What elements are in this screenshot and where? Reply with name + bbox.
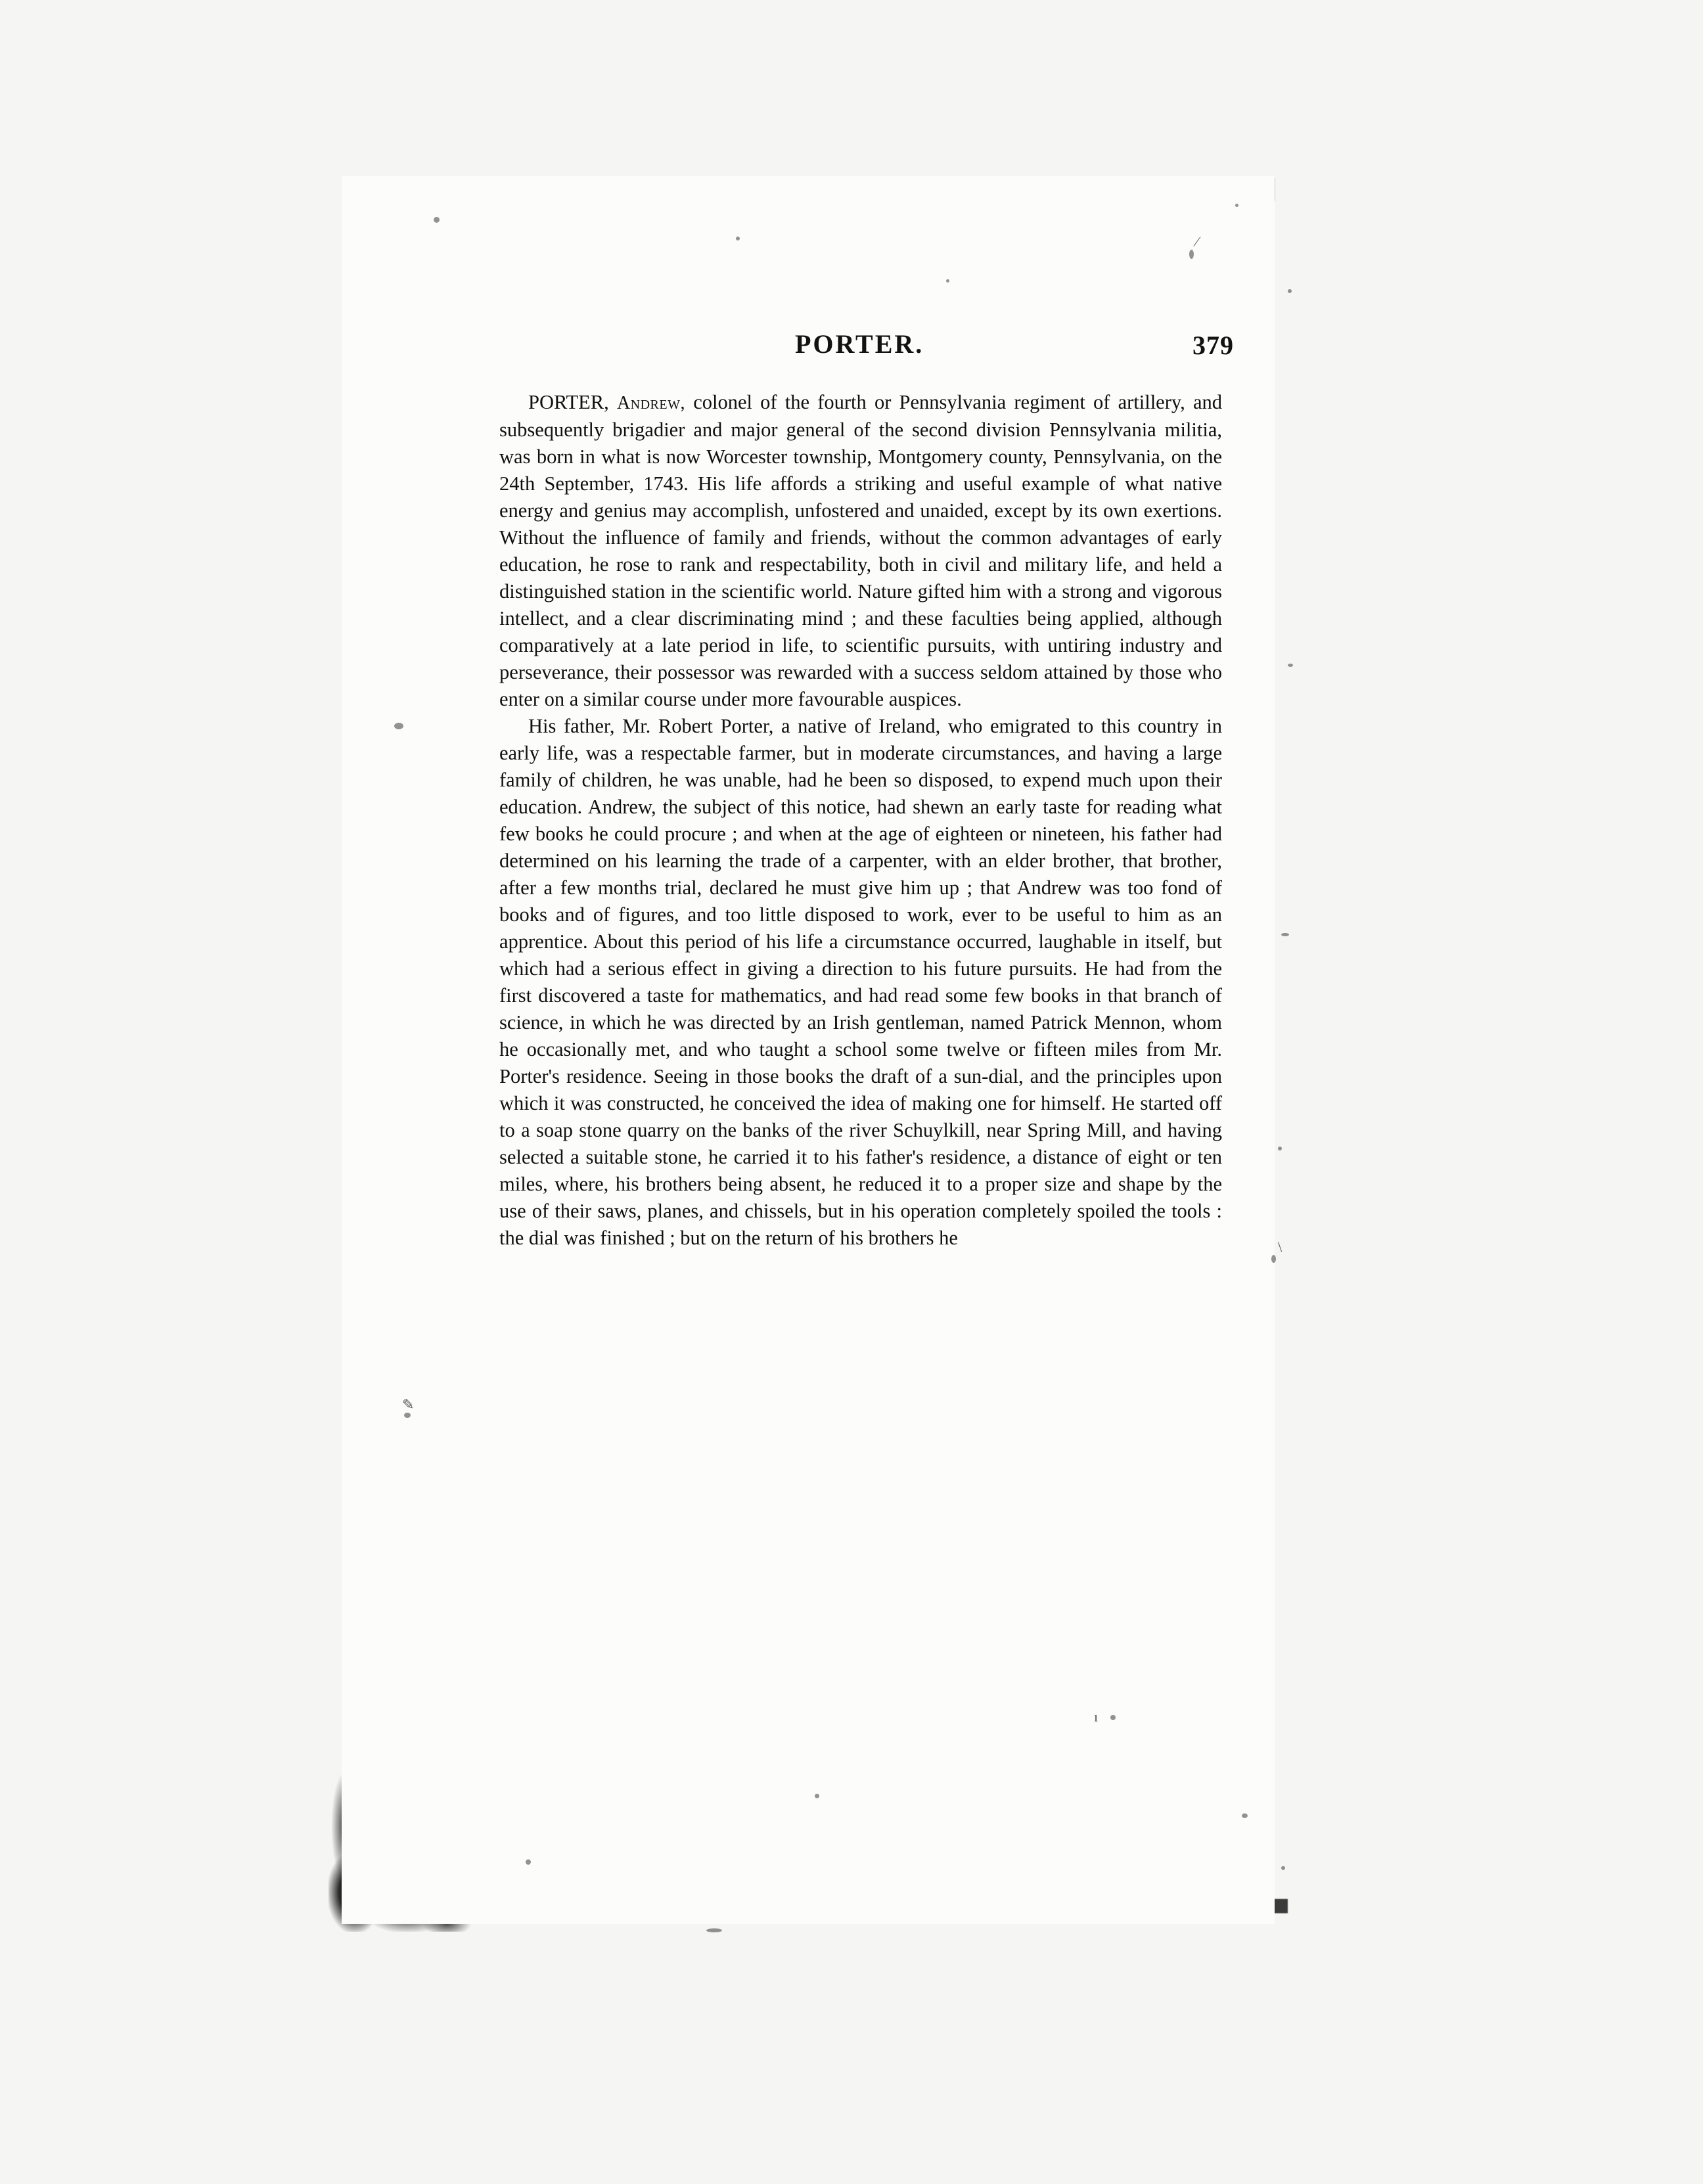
margin-stray-mark: \ <box>1278 1239 1283 1255</box>
page-number: 379 <box>1192 330 1234 360</box>
scan-speck <box>1235 204 1238 207</box>
entry-forename: Andrew, <box>616 393 685 413</box>
scan-speck <box>736 237 740 240</box>
scan-speck <box>815 1794 819 1798</box>
scan-speck <box>946 279 949 283</box>
scan-speck <box>404 1413 411 1418</box>
scan-speck <box>1110 1715 1116 1720</box>
scan-speck <box>1288 289 1292 293</box>
body-text <box>499 389 1222 1252</box>
margin-stray-mark: ı <box>1094 1708 1099 1725</box>
entry-surname: PORTER, <box>528 391 609 413</box>
page-content <box>499 329 1234 1252</box>
scan-speck <box>706 1928 722 1932</box>
scan-speck <box>1242 1813 1248 1818</box>
paragraph-2-text: His father, Mr. Robert Porter, a native of Ireland, who emigrated to this country in early life, was a respectable farmer, but in moderate circumstances, and having a large family of children, he was unable, had he been so disposed, to expend much upon their education. Andrew, the subject of this notice, had shewn an early taste for reading what few books he could procure ; and when at the age of eighteen or nineteen, his father had determined on his learning the trade of a carpenter, with an elder brother, that brother, after a few months trial, declared he must give him up ; that Andrew was too fond of books and of figures, and too little disposed to work, ever to be useful to him as an apprentice. About this period of his life a circumstance occurred, laughable in itself, but which had a serious effect in giving a direction to his future pursuits. He had from the first discovered a taste for mathematics, and had read some few books in that branch of science, in which he was directed by an Irish gentleman, named Patrick Mennon, whom he occasionally met, and who taught a school some twelve or fifteen miles from Mr. Porter's residence. Seeing in those books the draft of a sun-dial, and the principles upon which it was constructed, he conceived the idea of making one for himself. He started off to a soap stone quarry on the banks of the river Schuylkill, near Spring Mill, and having selected a suitable stone, he carried it to his father's residence, a distance of eight or ten miles, where, his brothers being absent, he reduced it to a proper size and shape by the use of their saws, planes, and chissels, but in his operation completely spoiled the tools : the dial was finished ; but on the return of his brothers he <box>499 715 1222 1249</box>
margin-stray-mark: ⁄ <box>1196 233 1198 250</box>
running-head: PORTER. <box>795 329 924 359</box>
paragraph-2 <box>499 713 1222 1252</box>
scan-speck <box>1288 664 1293 667</box>
margin-stray-mark: ✎ <box>402 1396 415 1413</box>
scan-speck <box>526 1859 531 1865</box>
scan-speck <box>1278 1147 1282 1150</box>
paragraph-1-text: colonel of the fourth or Pennsylvania regiment of artillery, and subsequently brigadier and major general of the second division Pennsylvania militia, was born in what is now Worcester township, Montgomery county, Pennsylvania, on the 24th September, 1743. His life affords a striking and useful example of what native energy and genius may accomplish, unfostered and unaided, except by its own exertions. Without the influence of family and friends, without the common advantages of early education, he rose to rank and respectability, both in civil and military life, and held a distinguished station in the scientific world. Nature gifted him with a strong and vigorous intellect, and a clear discriminating mind ; and these faculties being applied, although comparatively at a late period in life, to scientific pursuits, with untiring industry and perseverance, their possessor was rewarded with a success seldom attained by those who enter on a similar course under more favourable auspices. <box>499 391 1223 710</box>
scan-speck <box>434 217 440 223</box>
scan-speck <box>1271 1255 1276 1263</box>
page-header <box>499 329 1234 375</box>
paragraph-1 <box>499 389 1222 713</box>
scan-speck <box>1281 933 1289 936</box>
scan-speck <box>394 723 403 729</box>
scan-speck <box>1281 1866 1285 1870</box>
scan-speck <box>1189 250 1194 259</box>
